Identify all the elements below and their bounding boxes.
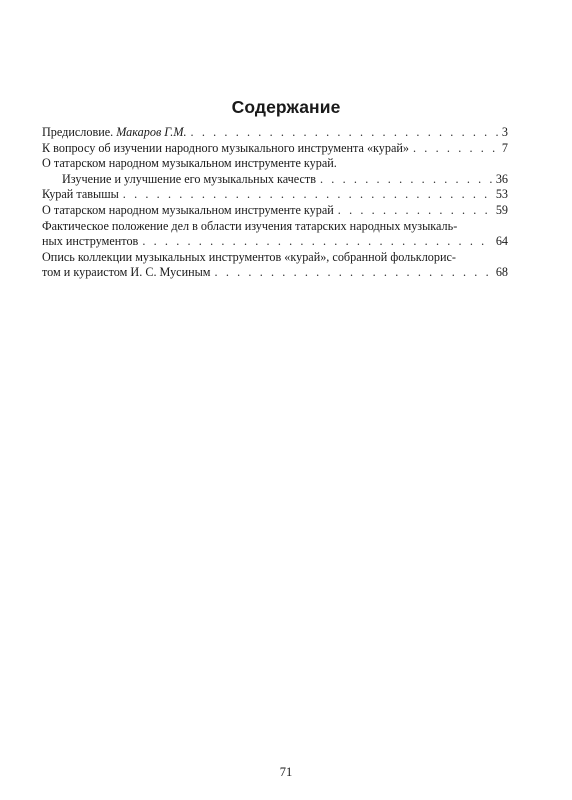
toc-entry-title: Предисловие. — [42, 125, 114, 139]
toc-line — [42, 156, 508, 172]
toc-entry — [42, 250, 508, 281]
toc-page-number: 59 — [495, 202, 508, 217]
toc-line — [42, 250, 508, 266]
toc-page-number: 3 — [501, 125, 508, 139]
toc-leader-dots — [123, 187, 493, 203]
toc-entry-title: ных инструментов — [42, 234, 139, 249]
toc-entry-title: Фактическое положение дел в области изучения татарских народных музыкаль- — [42, 218, 458, 233]
toc-entry-title: Опись коллекции музыкальных инструментов «курай», собранной фольклорис- — [42, 249, 456, 264]
toc-entry — [42, 141, 508, 157]
toc-entry — [42, 187, 508, 203]
toc-entry-title: Курай тавышы — [42, 187, 119, 202]
toc-entry-title: Изучение и улучшение его музыкальных качеств — [62, 171, 317, 186]
toc-page-number: 36 — [495, 171, 508, 186]
toc-line — [42, 265, 508, 281]
toc-page-number: 64 — [495, 234, 508, 249]
toc-entry-title: О татарском народном музыкальном инструменте курай — [42, 202, 334, 217]
toc-line — [42, 203, 508, 219]
toc-line — [42, 234, 508, 250]
toc-line — [42, 187, 508, 203]
toc-leader-dots — [142, 234, 493, 250]
toc-line — [42, 141, 508, 157]
toc-page-number: 68 — [495, 265, 508, 280]
toc-line — [42, 125, 508, 141]
toc-page-number: 7 — [501, 140, 508, 155]
toc-entry — [42, 203, 508, 219]
toc-entry — [42, 219, 508, 250]
toc-entry-title: О татарском народном музыкальном инструменте курай. — [42, 156, 337, 171]
toc-leader-dots — [191, 125, 499, 141]
toc-line — [42, 172, 508, 188]
toc-leader-dots — [413, 141, 499, 157]
toc-entry-title: том и кураистом И. С. Мусиным — [42, 265, 211, 280]
toc-leader-dots — [338, 203, 493, 219]
toc-page-number: 53 — [495, 187, 508, 202]
toc-entry-title: К вопросу об изучении народного музыкального инструмента «курай» — [42, 140, 410, 155]
toc-entry — [42, 156, 508, 187]
toc-line — [42, 219, 508, 235]
table-of-contents — [42, 125, 508, 281]
toc-entry-author: Макаров Г.М. — [116, 125, 187, 139]
toc-leader-dots — [215, 265, 493, 281]
page-title: Содержание — [231, 97, 341, 117]
toc-entry — [42, 125, 508, 141]
page-number: 71 — [279, 765, 293, 779]
toc-leader-dots — [320, 172, 493, 188]
